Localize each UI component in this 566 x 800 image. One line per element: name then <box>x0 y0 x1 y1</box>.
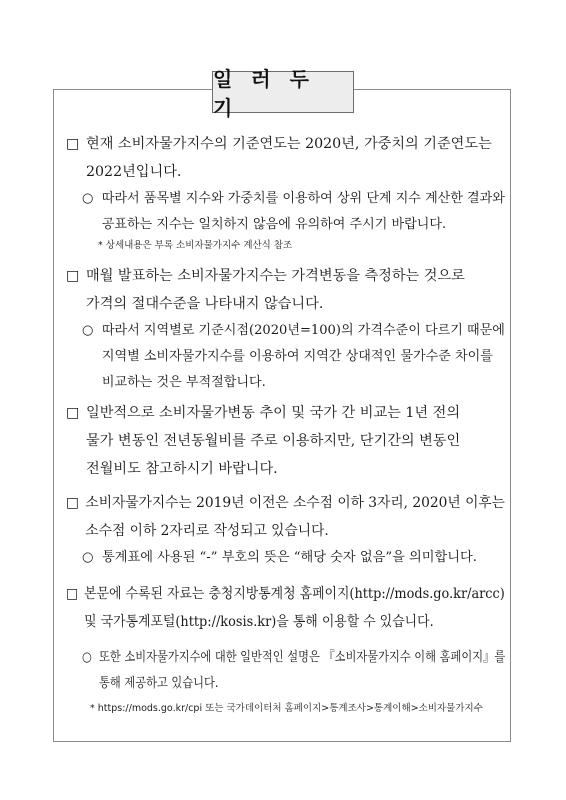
section-4-line-2: 소수점 이하 2자리로 작성되고 있습니다. <box>85 523 329 539</box>
circle-bullet-icon: ○ <box>82 650 92 665</box>
section-5-sub-1 <box>82 645 566 697</box>
section-1-note <box>98 239 292 253</box>
circle-bullet-icon: ○ <box>82 323 94 338</box>
section-2 <box>66 262 465 318</box>
section-1-line-2: 2022년입니다. <box>86 164 182 180</box>
section-5 <box>66 580 549 636</box>
section-1-note-text: 상세내용은 부록 소비자물가지수 계산식 참조 <box>105 240 293 251</box>
section-5-note <box>90 702 483 716</box>
square-bullet-icon: □ <box>66 586 79 602</box>
section-2-sub-1 <box>82 318 509 396</box>
section-5-line-2: 및 국가통계포털(http://kosis.kr)을 통해 이용할 수 있습니다. <box>84 614 434 630</box>
section-4-sub-1-line-1: 통계표에 사용된 “-” 부호의 뜻은 “해당 숫자 없음”을 의미합니다. <box>102 550 477 565</box>
section-2-line-2: 가격의 절대수준을 나타내지 않습니다. <box>86 296 324 312</box>
section-3-line-3: 전월비도 참고하시기 바랍니다. <box>86 461 278 477</box>
section-3-line-2: 물가 변동인 전년동월비를 주로 이용하지만, 단기간의 변동인 <box>86 433 461 449</box>
circle-bullet-icon: ○ <box>82 191 94 206</box>
section-1-line-1: 현재 소비자물가지수의 기준연도는 2020년, 가중치의 기준연도는 <box>86 136 492 152</box>
asterisk-icon: * <box>90 703 95 714</box>
section-3 <box>66 399 460 483</box>
section-5-note-text: https://mods.go.kr/cpi 또는 국가데이터처 홈페이지>통계조사>통계이해>소비자물가지수 <box>97 703 483 714</box>
section-5-sub-1-line-1: 또한 소비자물가지수에 대한 일반적인 설명은 『소비자물가지수 이해 홈페이지』를 <box>99 650 506 665</box>
section-1 <box>66 130 492 186</box>
section-1-sub-1 <box>82 186 509 238</box>
section-2-line-1: 매월 발표하는 소비자물가지수는 가격변동을 측정하는 것으로 <box>86 268 465 284</box>
section-4-sub-1 <box>82 545 477 571</box>
circle-bullet-icon: ○ <box>82 550 94 565</box>
section-5-line-1: 본문에 수록된 자료는 충청지방통계청 홈페이지(http://mods.go.kr/arcc) <box>84 586 505 602</box>
section-3-line-1: 일반적으로 소비자물가변동 추이 및 국가 간 비교는 1년 전의 <box>86 405 461 421</box>
section-2-sub-1-line-3: 비교하는 것은 부적절합니다. <box>101 375 266 390</box>
square-bullet-icon: □ <box>66 136 80 152</box>
square-bullet-icon: □ <box>66 405 80 421</box>
section-2-sub-1-line-1: 따라서 지역별로 기준시점(2020년=100)의 가격수준이 다르기 때문에 <box>101 323 505 338</box>
square-bullet-icon: □ <box>66 268 80 284</box>
section-4-line-1: 소비자물가지수는 2019년 이전은 소수점 이하 3자리, 2020년 이후는 <box>85 495 505 511</box>
section-4 <box>66 489 519 545</box>
section-1-sub-1-line-1: 따라서 품목별 지수와 가중치를 이용하여 상위 단계 지수 계산한 결과와 <box>101 191 505 206</box>
section-2-sub-1-line-2: 지역별 소비자물가지수를 이용하여 지역간 상대적인 물가수준 차이를 <box>101 349 493 364</box>
asterisk-icon: * <box>98 240 103 251</box>
section-1-sub-1-line-2: 공표하는 지수는 일치하지 않음에 유의하여 주시기 바랍니다. <box>101 217 447 232</box>
square-bullet-icon: □ <box>66 495 80 511</box>
page-title: 일 러 두 기 <box>212 71 354 113</box>
section-5-sub-1-line-2: 통해 제공하고 있습니다. <box>99 676 219 691</box>
